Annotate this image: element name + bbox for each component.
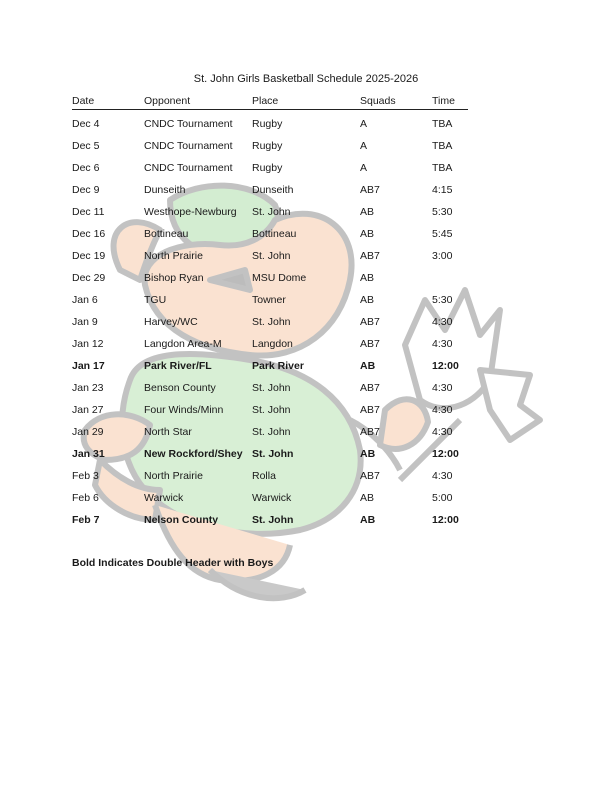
row-time: TBA	[432, 118, 453, 130]
row-time: 5:00	[432, 492, 453, 504]
row-time: 12:00	[432, 448, 459, 460]
row-opponent: Bottineau	[144, 228, 189, 240]
row-opponent: North Star	[144, 426, 192, 438]
header-opponent: Opponent	[144, 95, 191, 107]
table-row	[72, 492, 468, 514]
row-place: Rolla	[252, 470, 276, 482]
header-date: Date	[72, 95, 95, 107]
table-row	[72, 250, 468, 272]
row-date: Jan 27	[72, 404, 104, 416]
row-date: Jan 12	[72, 338, 104, 350]
row-date: Jan 17	[72, 360, 105, 372]
row-squads: AB7	[360, 184, 380, 196]
table-row	[72, 514, 468, 536]
row-opponent: Westhope-Newburg	[144, 206, 237, 218]
row-place: Bottineau	[252, 228, 297, 240]
header-squads: Squads	[360, 95, 396, 107]
row-opponent: Warwick	[144, 492, 184, 504]
row-place: St. John	[252, 316, 291, 328]
row-place: St. John	[252, 250, 291, 262]
row-time: 5:30	[432, 294, 453, 306]
row-date: Dec 4	[72, 118, 100, 130]
row-place: St. John	[252, 206, 291, 218]
table-header	[72, 95, 468, 110]
table-row	[72, 206, 468, 228]
row-date: Dec 11	[72, 206, 105, 218]
row-date: Jan 31	[72, 448, 105, 460]
row-squads: AB7	[360, 404, 380, 416]
row-time: TBA	[432, 162, 453, 174]
row-place: St. John	[252, 448, 294, 460]
row-place: Rugby	[252, 140, 283, 152]
table-row	[72, 426, 468, 448]
row-opponent: Langdon Area-M	[144, 338, 222, 350]
row-squads: AB	[360, 228, 375, 240]
row-opponent: North Prairie	[144, 250, 203, 262]
row-place: MSU Dome	[252, 272, 307, 284]
table-row	[72, 448, 468, 470]
table-row	[72, 184, 468, 206]
schedule-rows	[72, 118, 468, 536]
header-time: Time	[432, 95, 455, 107]
row-place: Park River	[252, 360, 304, 372]
row-date: Dec 9	[72, 184, 100, 196]
row-squads: A	[360, 140, 368, 152]
row-opponent: CNDC Tournament	[144, 140, 233, 152]
row-date: Jan 9	[72, 316, 98, 328]
row-squads: AB	[360, 272, 375, 284]
row-squads: A	[360, 118, 368, 130]
header-place: Place	[252, 95, 279, 107]
row-opponent: Dunseith	[144, 184, 186, 196]
row-place: Towner	[252, 294, 286, 306]
table-row	[72, 382, 468, 404]
table-row	[72, 272, 468, 294]
row-squads: AB7	[360, 382, 380, 394]
row-opponent: Nelson County	[144, 514, 219, 526]
table-row	[72, 360, 468, 382]
row-date: Dec 19	[72, 250, 106, 262]
row-opponent: New Rockford/Shey	[144, 448, 243, 460]
row-opponent: Park River/FL	[144, 360, 212, 372]
row-opponent: CNDC Tournament	[144, 118, 233, 130]
row-place: Warwick	[252, 492, 292, 504]
row-squads: AB7	[360, 338, 380, 350]
row-squads: AB	[360, 360, 376, 372]
row-time: 4:30	[432, 316, 453, 328]
row-time: 3:00	[432, 250, 453, 262]
row-place: St. John	[252, 514, 294, 526]
row-time: 5:45	[432, 228, 453, 240]
row-time: 4:30	[432, 470, 453, 482]
row-squads: AB7	[360, 426, 380, 438]
row-squads: A	[360, 162, 368, 174]
table-row	[72, 228, 468, 250]
row-squads: AB	[360, 448, 376, 460]
row-time: 4:30	[432, 382, 453, 394]
row-squads: AB	[360, 514, 376, 526]
row-date: Feb 3	[72, 470, 99, 482]
row-time: 4:15	[432, 184, 453, 196]
row-squads: AB	[360, 206, 375, 218]
row-place: Dunseith	[252, 184, 294, 196]
row-date: Feb 7	[72, 514, 100, 526]
row-place: Rugby	[252, 118, 283, 130]
row-time: TBA	[432, 140, 453, 152]
table-row	[72, 140, 468, 162]
row-opponent: Bishop Ryan	[144, 272, 204, 284]
row-squads: AB7	[360, 316, 380, 328]
row-place: Langdon	[252, 338, 293, 350]
row-date: Dec 16	[72, 228, 106, 240]
row-time: 4:30	[432, 338, 453, 350]
row-place: St. John	[252, 382, 291, 394]
row-squads: AB7	[360, 250, 380, 262]
schedule-title: St. John Girls Basketball Schedule 2025-2026	[193, 73, 419, 85]
row-date: Dec 6	[72, 162, 100, 174]
table-row	[72, 470, 468, 492]
row-opponent: Four Winds/Minn	[144, 404, 224, 416]
row-place: St. John	[252, 404, 291, 416]
row-date: Jan 29	[72, 426, 104, 438]
row-squads: AB	[360, 294, 375, 306]
table-row	[72, 404, 468, 426]
row-date: Jan 23	[72, 382, 104, 394]
row-squads: AB	[360, 492, 375, 504]
table-row	[72, 294, 468, 316]
row-time: 5:30	[432, 206, 453, 218]
row-opponent: TGU	[144, 294, 167, 306]
footnote: Bold Indicates Double Header with Boys	[72, 557, 274, 569]
row-time: 12:00	[432, 360, 459, 372]
row-opponent: North Prairie	[144, 470, 203, 482]
table-row	[72, 316, 468, 338]
row-time: 4:30	[432, 426, 453, 438]
row-time: 4:30	[432, 404, 453, 416]
table-row	[72, 338, 468, 360]
row-place: St. John	[252, 426, 291, 438]
row-squads: AB7	[360, 470, 380, 482]
row-place: Rugby	[252, 162, 283, 174]
table-row	[72, 162, 468, 184]
row-time: 12:00	[432, 514, 459, 526]
row-date: Jan 6	[72, 294, 98, 306]
row-opponent: Harvey/WC	[144, 316, 198, 328]
table-row	[72, 118, 468, 140]
row-date: Feb 6	[72, 492, 99, 504]
row-date: Dec 5	[72, 140, 100, 152]
row-opponent: Benson County	[144, 382, 216, 394]
row-date: Dec 29	[72, 272, 106, 284]
row-opponent: CNDC Tournament	[144, 162, 233, 174]
